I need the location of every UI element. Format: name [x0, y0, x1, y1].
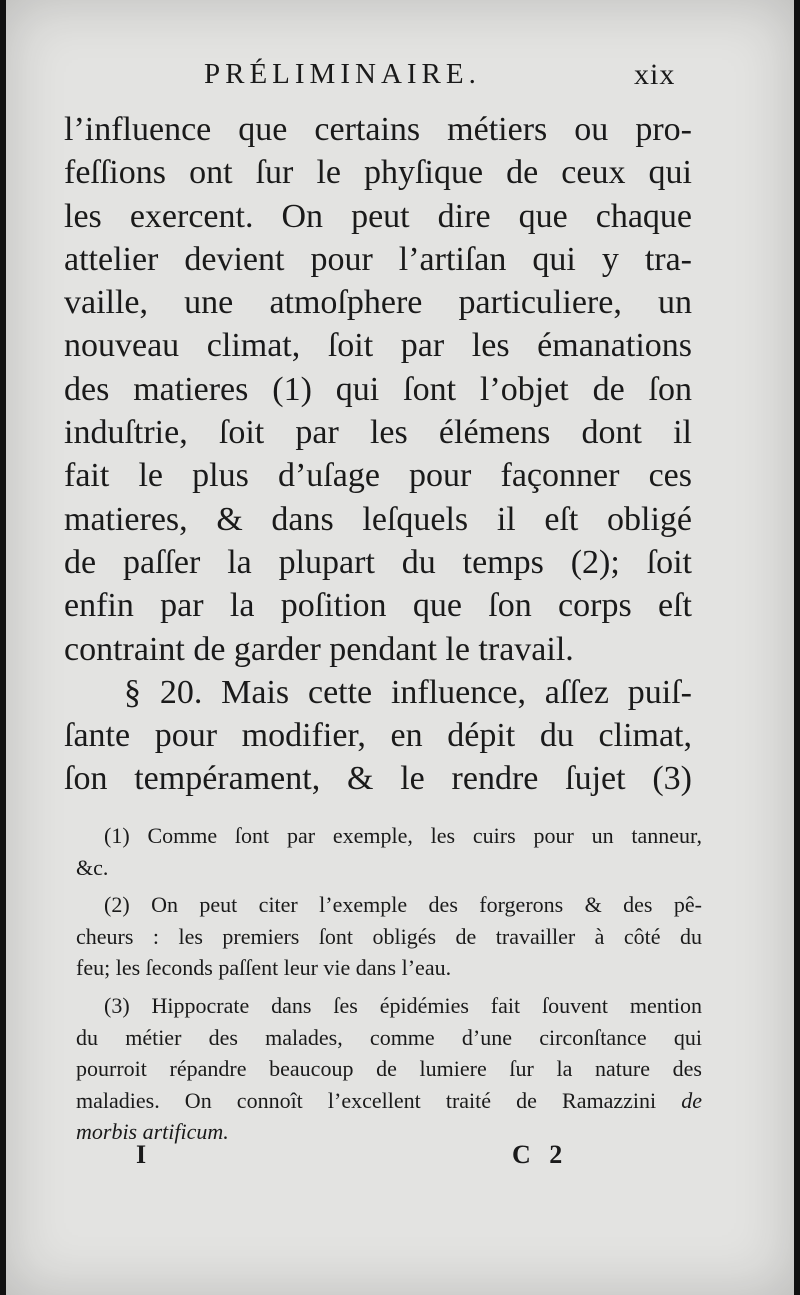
signature-marks: [6, 1140, 794, 1174]
footnote-line: du métier des malades, comme d’une circonſtance qui: [76, 1024, 702, 1050]
footnote-text: maladies. On connoît l’excellent traité de Ramazzini: [76, 1087, 682, 1113]
text-line: enfin par la poſition que ſon corps eſt: [64, 587, 692, 625]
footnotes: [76, 820, 702, 1154]
text-line: matieres, & dans leſquels il eſt obligé: [64, 500, 692, 538]
footnote-line: [76, 1085, 702, 1117]
text-line: ſante pour modifier, en dépit du climat,: [64, 717, 692, 755]
footnote-1: [76, 820, 702, 883]
footnote-3: [76, 990, 702, 1148]
signature-mark: C 2: [512, 1140, 569, 1169]
page-number: xix: [634, 58, 676, 91]
running-title: PRÉLIMINAIRE.: [204, 58, 481, 90]
footnote-2: [76, 889, 702, 984]
text-line: contraint de garder pendant le travail.: [64, 630, 574, 668]
footnote-line: morbis artificum.: [76, 1119, 229, 1145]
footnote-line: (2) On peut citer l’exemple des forgerons & des pê-: [104, 892, 702, 918]
footnote-line: (3) Hippocrate dans ſes épidémies fait ſouvent mention: [104, 992, 702, 1018]
footnote-line: pourroit répandre beaucoup de lumiere ſur la nature des: [76, 1056, 702, 1082]
gathering-mark: I: [136, 1140, 147, 1169]
text-line: des matieres (1) qui ſont l’objet de ſon: [64, 370, 692, 408]
running-header: [6, 58, 794, 94]
text-line: attelier devient pour l’artiſan qui y tra-: [64, 240, 692, 278]
text-line: l’influence que certains métiers ou pro-: [64, 111, 692, 148]
footnote-italic: de: [681, 1087, 702, 1113]
footnote-line: cheurs : les premiers ſont obligés de travailler à côté du: [76, 923, 702, 949]
text-line: feſſions ont ſur le phyſique de ceux qui: [64, 154, 692, 192]
book-page: [6, 0, 794, 1295]
footnote-line: (1) Comme ſont par exemple, les cuirs pour un tanneur,: [104, 823, 702, 848]
text-line: les exercent. On peut dire que chaque: [64, 197, 692, 235]
text-line: de paſſer la plupart du temps (2); ſoit: [64, 543, 692, 581]
text-line: nouveau climat, ſoit par les émanations: [64, 327, 692, 365]
text-line: § 20. Mais cette influence, aſſez puiſ-: [124, 673, 692, 711]
main-text: [64, 108, 692, 801]
text-line: fait le plus d’uſage pour façonner ces: [64, 457, 692, 495]
text-line: induſtrie, ſoit par les élémens dont il: [64, 414, 692, 452]
text-line: vaille, une atmoſphere particuliere, un: [64, 284, 692, 322]
footnote-line: feu; les ſeconds paſſent leur vie dans l’eau.: [76, 955, 452, 981]
text-line: ſon tempérament, & le rendre ſujet (3): [64, 760, 692, 798]
footnote-line: &c.: [76, 854, 109, 880]
